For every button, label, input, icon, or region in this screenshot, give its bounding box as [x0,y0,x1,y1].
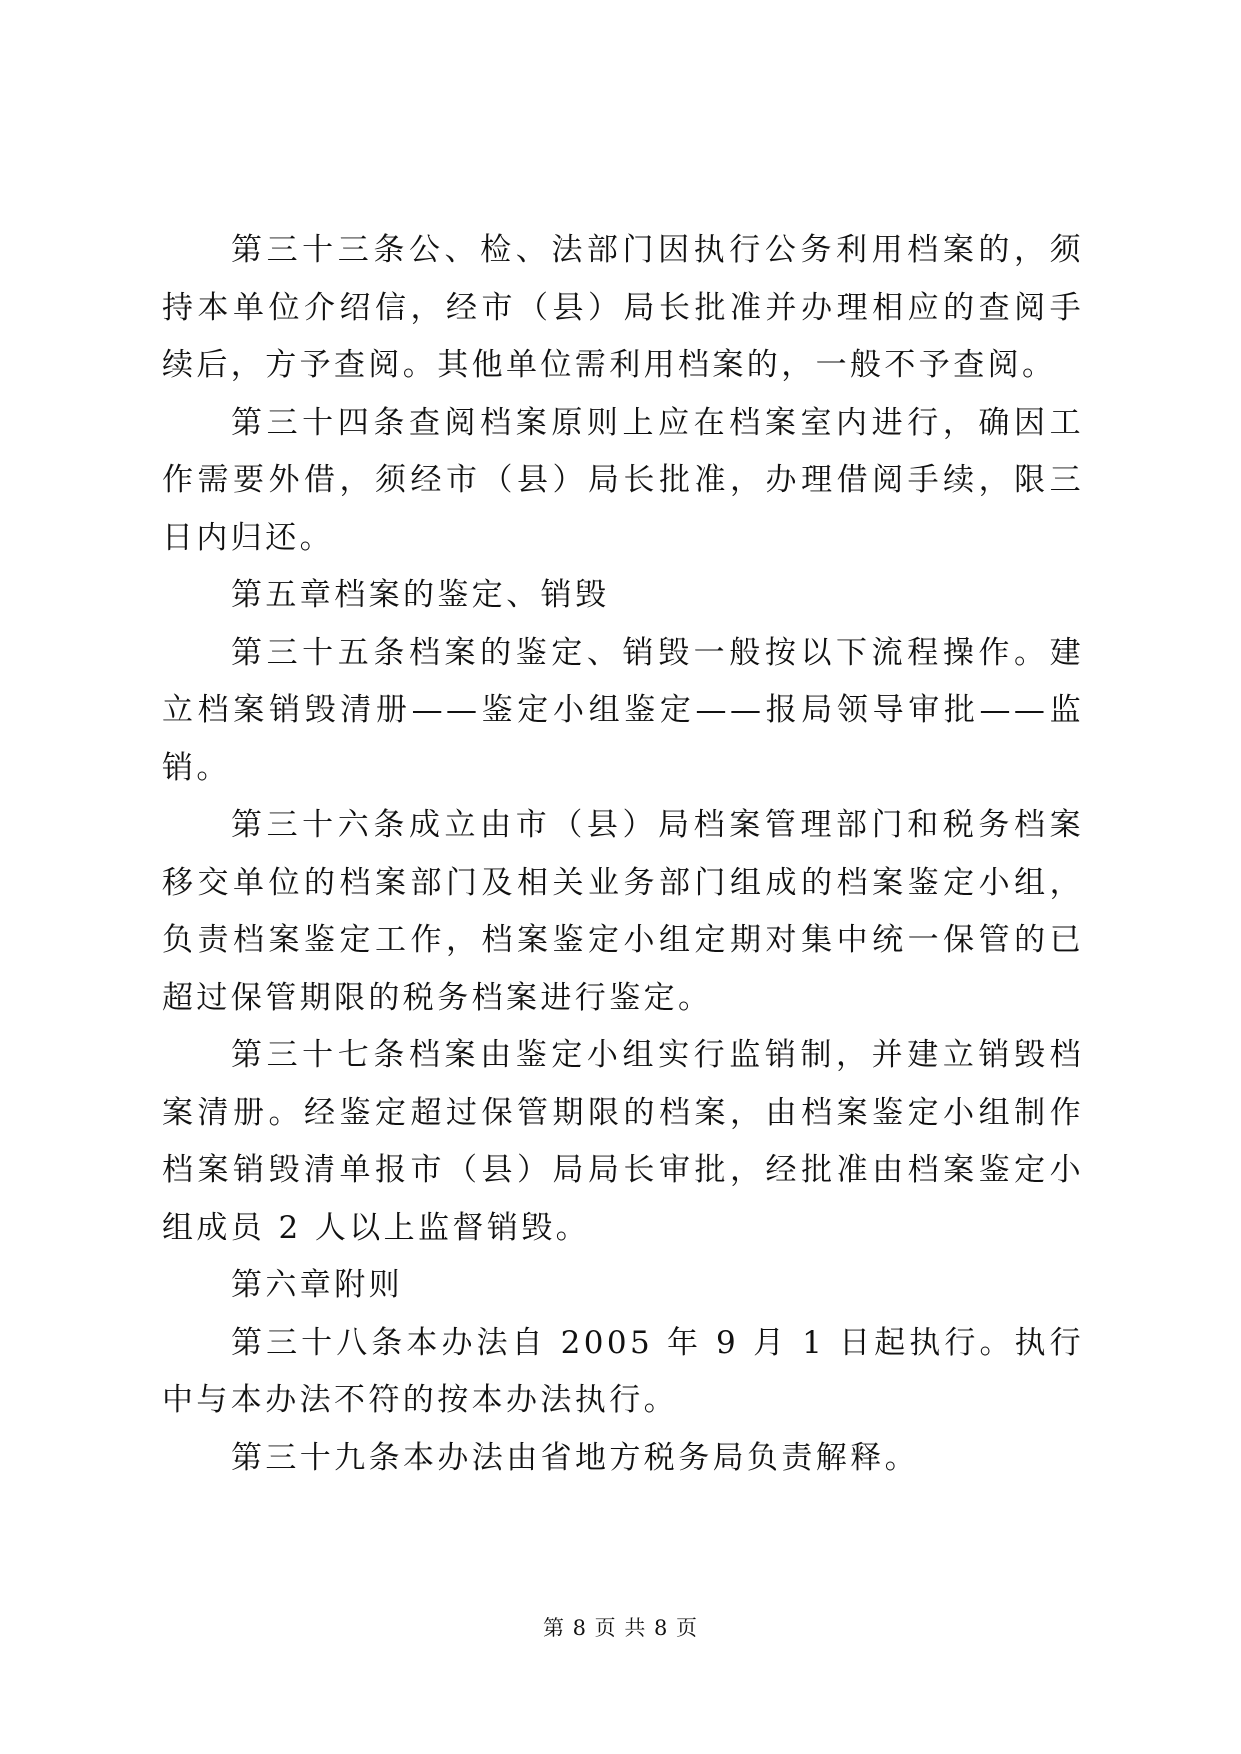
chapter-heading-5: 第五章档案的鉴定、销毁 [231,577,610,613]
paragraph-article-37: 第三十七条档案由鉴定小组实行监销制，并建立销毁档案清册。经鉴定超过保管期限的档案，由档案鉴定小组制作档案销毁清单报市（县）局局长审批，经批准由档案鉴定小组成员 2 人以上监督销毁。 [162,1037,1084,1246]
paragraph-article-33: 第三十三条公、检、法部门因执行公务利用档案的，须持本单位介绍信，经市（县）局长批准并办理相应的查阅手续后，方予查阅。其他单位需利用档案的，一般不予查阅。 [162,232,1084,383]
paragraph-article-39: 第三十九条本办法由省地方税务局负责解释。 [231,1439,919,1476]
paragraph-article-35: 第三十五条档案的鉴定、销毁一般按以下流程操作。建立档案销毁清册——鉴定小组鉴定——报局领导审批——监销。 [162,634,1084,786]
paragraph-article-38: 第三十八条本办法自 2005 年 9 月 1 日起执行。执行中与本办法不符的按本办法执行。 [162,1324,1084,1418]
document-body [162,222,1084,1487]
paragraph-article-34: 第三十四条查阅档案原则上应在档案室内进行，确因工作需要外借，须经市（县）局长批准，办理借阅手续，限三日内归还。 [162,404,1084,556]
page-number-footer: 第 8 页 共 8 页 [542,1616,699,1640]
chapter-heading-6: 第六章附则 [231,1267,403,1303]
paragraph-article-36: 第三十六条成立由市（县）局档案管理部门和税务档案移交单位的档案部门及相关业务部门组成的档案鉴定小组，负责档案鉴定工作，档案鉴定小组定期对集中统一保管的已超过保管期限的税务档案进行鉴定。 [162,807,1084,1016]
